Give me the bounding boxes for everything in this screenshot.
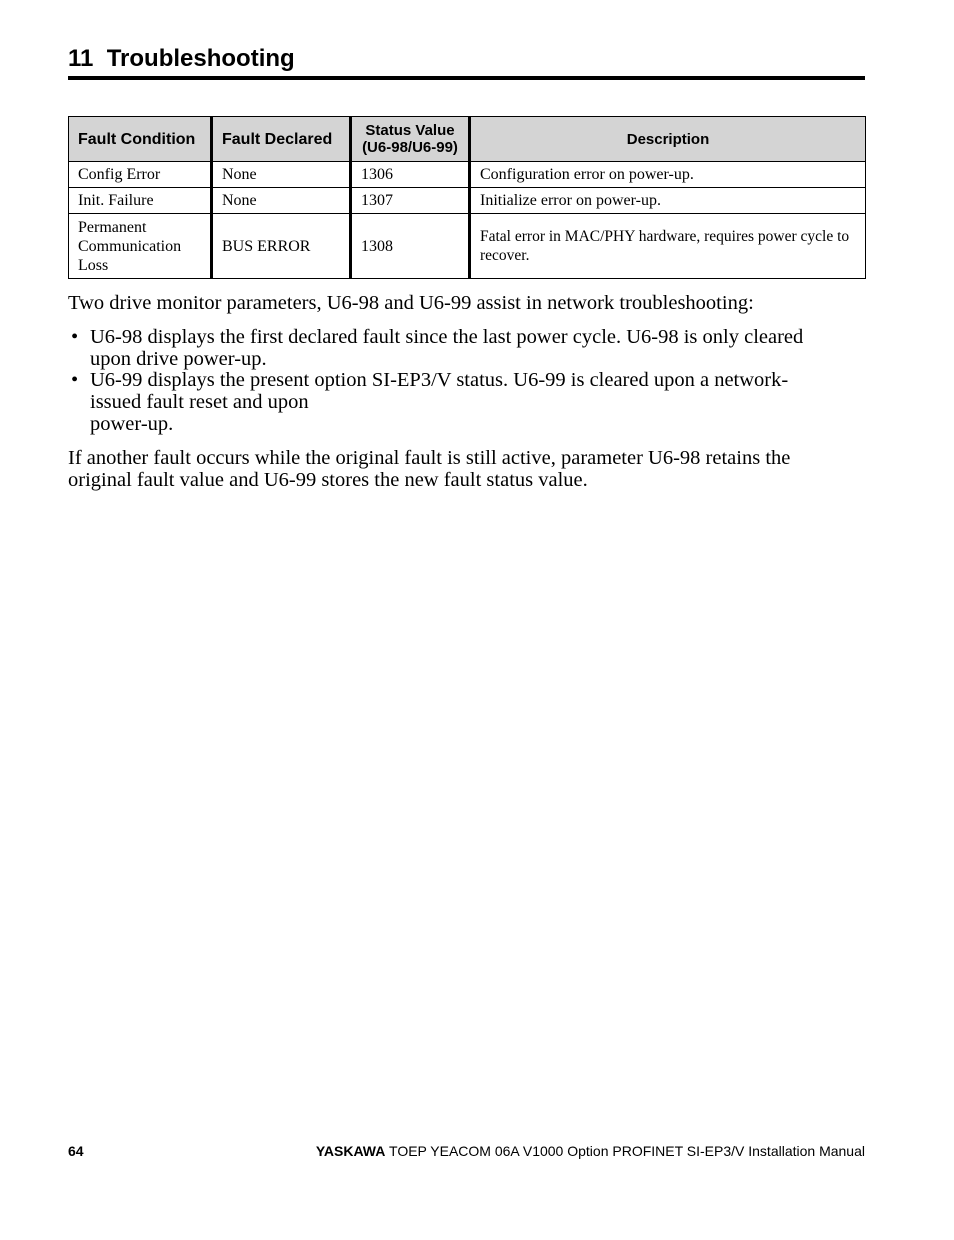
closing-line: original fault value and U6-99 stores the new fault status value.: [68, 469, 588, 491]
cell-condition-line: Loss: [78, 256, 109, 274]
cell-status: 1306: [351, 162, 470, 188]
bullet-mark: •: [71, 369, 79, 392]
fault-table: [68, 116, 866, 279]
heading-rule: [68, 76, 865, 80]
table-row: [69, 162, 866, 188]
cell-condition-line: Communication: [78, 237, 182, 255]
cell-declared: None: [212, 162, 351, 188]
footer-manual-title: [316, 1142, 865, 1160]
table-header-row: [69, 117, 866, 162]
closing-paragraph: [68, 447, 858, 491]
list-item: [68, 370, 858, 435]
bullet-line: U6-98 displays the first declared fault since the last power cycle. U6-98 is only cleared: [90, 326, 804, 348]
page-number: 64: [68, 1143, 84, 1159]
table-row: [69, 188, 866, 214]
cell-description: Initialize error on power-up.: [470, 188, 866, 214]
cell-description: Fatal error in MAC/PHY hardware, requires power cycle to recover.: [470, 214, 866, 279]
cell-condition: Config Error: [69, 162, 212, 188]
cell-condition: Init. Failure: [69, 188, 212, 214]
cell-status: 1308: [351, 214, 470, 279]
intro-paragraph: Two drive monitor parameters, U6-98 and U6-99 assist in network troubleshooting:: [68, 292, 754, 314]
header-fault-condition: Fault Condition: [69, 117, 212, 162]
bullet-line: U6-99 displays the present option SI-EP3/V status. U6-99 is cleared upon a network-: [90, 369, 789, 392]
list-item: [68, 327, 858, 370]
footer-title-text: TOEP YEACOM 06A V1000 Option PROFINET SI-EP3/V Installation Manual: [389, 1143, 865, 1159]
bullet-mark: •: [71, 326, 79, 348]
header-status-value: [351, 117, 470, 162]
bullet-line: issued fault reset and upon: [90, 391, 309, 414]
header-status-value-line2: (U6-98/U6-99): [362, 139, 458, 156]
cell-condition: [69, 214, 212, 279]
closing-line: If another fault occurs while the original fault is still active, parameter U6-98 retains the: [68, 447, 791, 469]
bullet-list: [68, 327, 858, 436]
header-status-value-line1: Status Value: [365, 122, 455, 139]
cell-declared: None: [212, 188, 351, 214]
section-number: 11: [68, 45, 94, 72]
bullet-line: upon drive power-up.: [90, 347, 267, 370]
header-fault-declared: Fault Declared: [212, 117, 351, 162]
section-title: Troubleshooting: [106, 45, 295, 72]
cell-description: Configuration error on power-up.: [470, 162, 866, 188]
cell-declared: BUS ERROR: [212, 214, 351, 279]
table-row: [69, 214, 866, 279]
section-heading: [68, 44, 295, 74]
footer-brand: YASKAWA: [315, 1143, 386, 1159]
cell-status: 1307: [351, 188, 470, 214]
cell-condition-line: Permanent: [78, 218, 147, 236]
header-description: Description: [470, 117, 866, 162]
bullet-line: power-up.: [90, 412, 174, 435]
